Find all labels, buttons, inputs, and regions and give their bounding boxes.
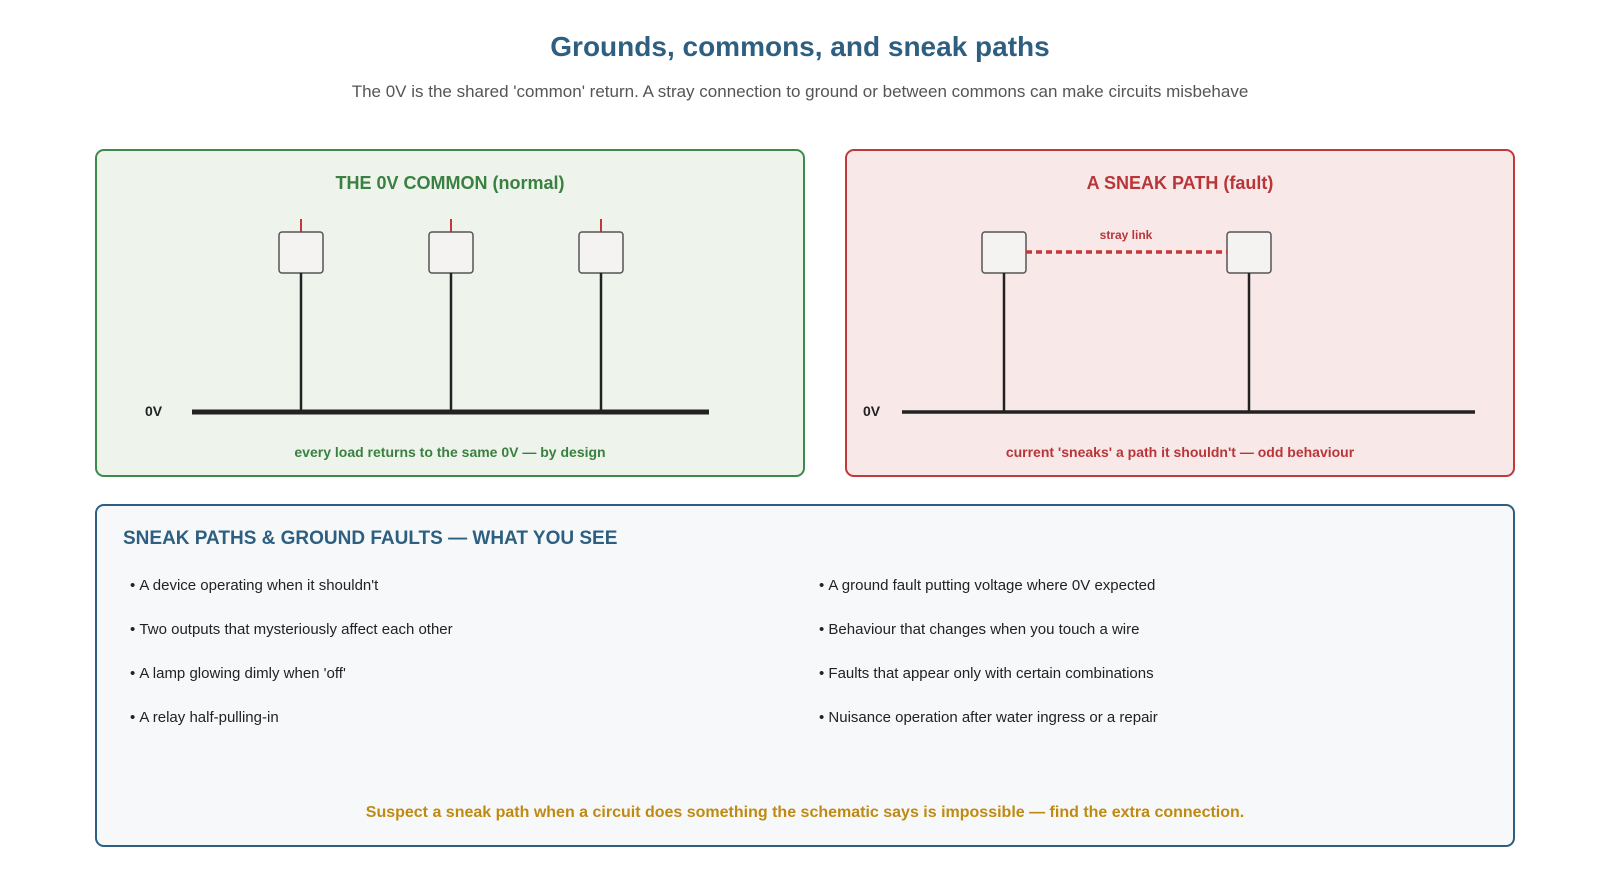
symptom-item: • Nuisance operation after water ingress or a repair [819,708,1158,752]
normal-common-panel [95,149,805,477]
symptom-item: • Two outputs that mysteriously affect each other [130,620,453,664]
load-box [429,232,473,273]
zero-volt-label: 0V [863,403,881,419]
symptoms-panel [95,504,1515,847]
symptom-item: • Faults that appear only with certain combinations [819,664,1158,708]
normal-panel-heading: THE 0V COMMON (normal) [335,173,565,193]
normal-common-diagram [97,151,807,479]
symptoms-heading: SNEAK PATHS & GROUND FAULTS — WHAT YOU SEE [123,528,618,549]
symptom-item: • Behaviour that changes when you touch a wire [819,620,1158,664]
normal-panel-caption: every load returns to the same 0V — by design [294,444,606,460]
load-box [982,232,1026,273]
page-subtitle: The 0V is the shared 'common' return. A stray connection to ground or between commons can make circuits misbehave [351,82,1249,101]
stray-link-label: stray link [1099,228,1153,242]
symptom-item: • A device operating when it shouldn't [130,576,453,620]
symptom-item: • A relay half-pulling-in [130,708,453,752]
symptom-item: • A lamp glowing dimly when 'off' [130,664,453,708]
load-box [579,232,623,273]
symptom-item: • A ground fault putting voltage where 0V expected [819,576,1158,620]
zero-volt-label: 0V [145,403,163,419]
fault-panel-caption: current 'sneaks' a path it shouldn't — odd behaviour [1005,444,1355,460]
page-title: Grounds, commons, and sneak paths [550,31,1050,62]
symptoms-list-right [819,576,1158,752]
sneak-path-diagram [847,151,1517,479]
load-box [279,232,323,273]
load-box [1227,232,1271,273]
sneak-path-advice: Suspect a sneak path when a circuit does something the schematic says is impossible — find the extra connection. [365,804,1245,821]
sneak-path-panel [845,149,1515,477]
symptoms-list-left [130,576,453,752]
fault-panel-heading: A SNEAK PATH (fault) [1086,173,1274,193]
